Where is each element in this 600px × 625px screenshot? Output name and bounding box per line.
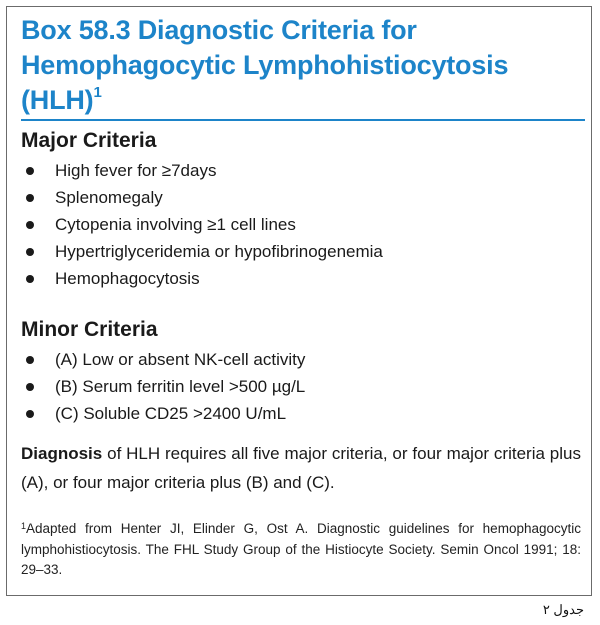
minor-item-b: (B) Serum ferritin level >500 µg/L (55, 377, 306, 396)
major-item-1: High fever for ≥7days (55, 161, 217, 180)
footnote (21, 519, 581, 580)
major-item-5: Hemophagocytosis (55, 269, 200, 288)
box-title-text: Box 58.3 Diagnostic Criteria for Hemophagocytic Lymphohistiocytosis (HLH) (21, 15, 509, 115)
bullet-icon (26, 248, 34, 256)
minor-item-c: (C) Soluble CD25 >2400 U/mL (55, 404, 287, 423)
bullet-icon (26, 356, 34, 364)
major-criteria-heading: Major Criteria (21, 129, 157, 152)
list-item (21, 373, 581, 400)
bullet-icon (26, 383, 34, 391)
major-criteria-list (21, 157, 581, 292)
diagnosis-paragraph (21, 439, 581, 497)
list-item (21, 400, 581, 427)
bullet-icon (26, 221, 34, 229)
major-item-4: Hypertriglyceridemia or hypofibrinogenemia (55, 242, 383, 261)
title-divider (21, 119, 585, 121)
bullet-icon (26, 167, 34, 175)
bullet-icon (26, 275, 34, 283)
table-caption: جدول ۲ (542, 602, 584, 617)
box-title (21, 13, 581, 122)
bullet-icon (26, 410, 34, 418)
bullet-icon (26, 194, 34, 202)
minor-criteria-heading: Minor Criteria (21, 318, 158, 341)
list-item (21, 184, 581, 211)
diagnosis-text: of HLH requires all five major criteria, or four major criteria plus (A), or four major criteria plus (B) and (C). (21, 444, 581, 492)
list-item (21, 238, 581, 265)
list-item (21, 265, 581, 292)
major-item-3: Cytopenia involving ≥1 cell lines (55, 215, 296, 234)
major-item-2: Splenomegaly (55, 188, 163, 207)
footnote-marker: 1 (21, 521, 27, 531)
minor-item-a: (A) Low or absent NK-cell activity (55, 350, 306, 369)
list-item (21, 346, 581, 373)
list-item (21, 211, 581, 238)
diagnosis-lead: Diagnosis (21, 444, 103, 463)
list-item (21, 157, 581, 184)
minor-criteria-list (21, 346, 581, 427)
footnote-text: Adapted from Henter JI, Elinder G, Ost A. Diagnostic guidelines for hemophagocytic lymphohistiocytosis. The FHL Study Group of the Histiocyte Society. Semin Oncol 1991; 18: 29–33. (21, 521, 581, 577)
criteria-box (6, 6, 592, 596)
title-footnote-marker: 1 (93, 84, 102, 101)
